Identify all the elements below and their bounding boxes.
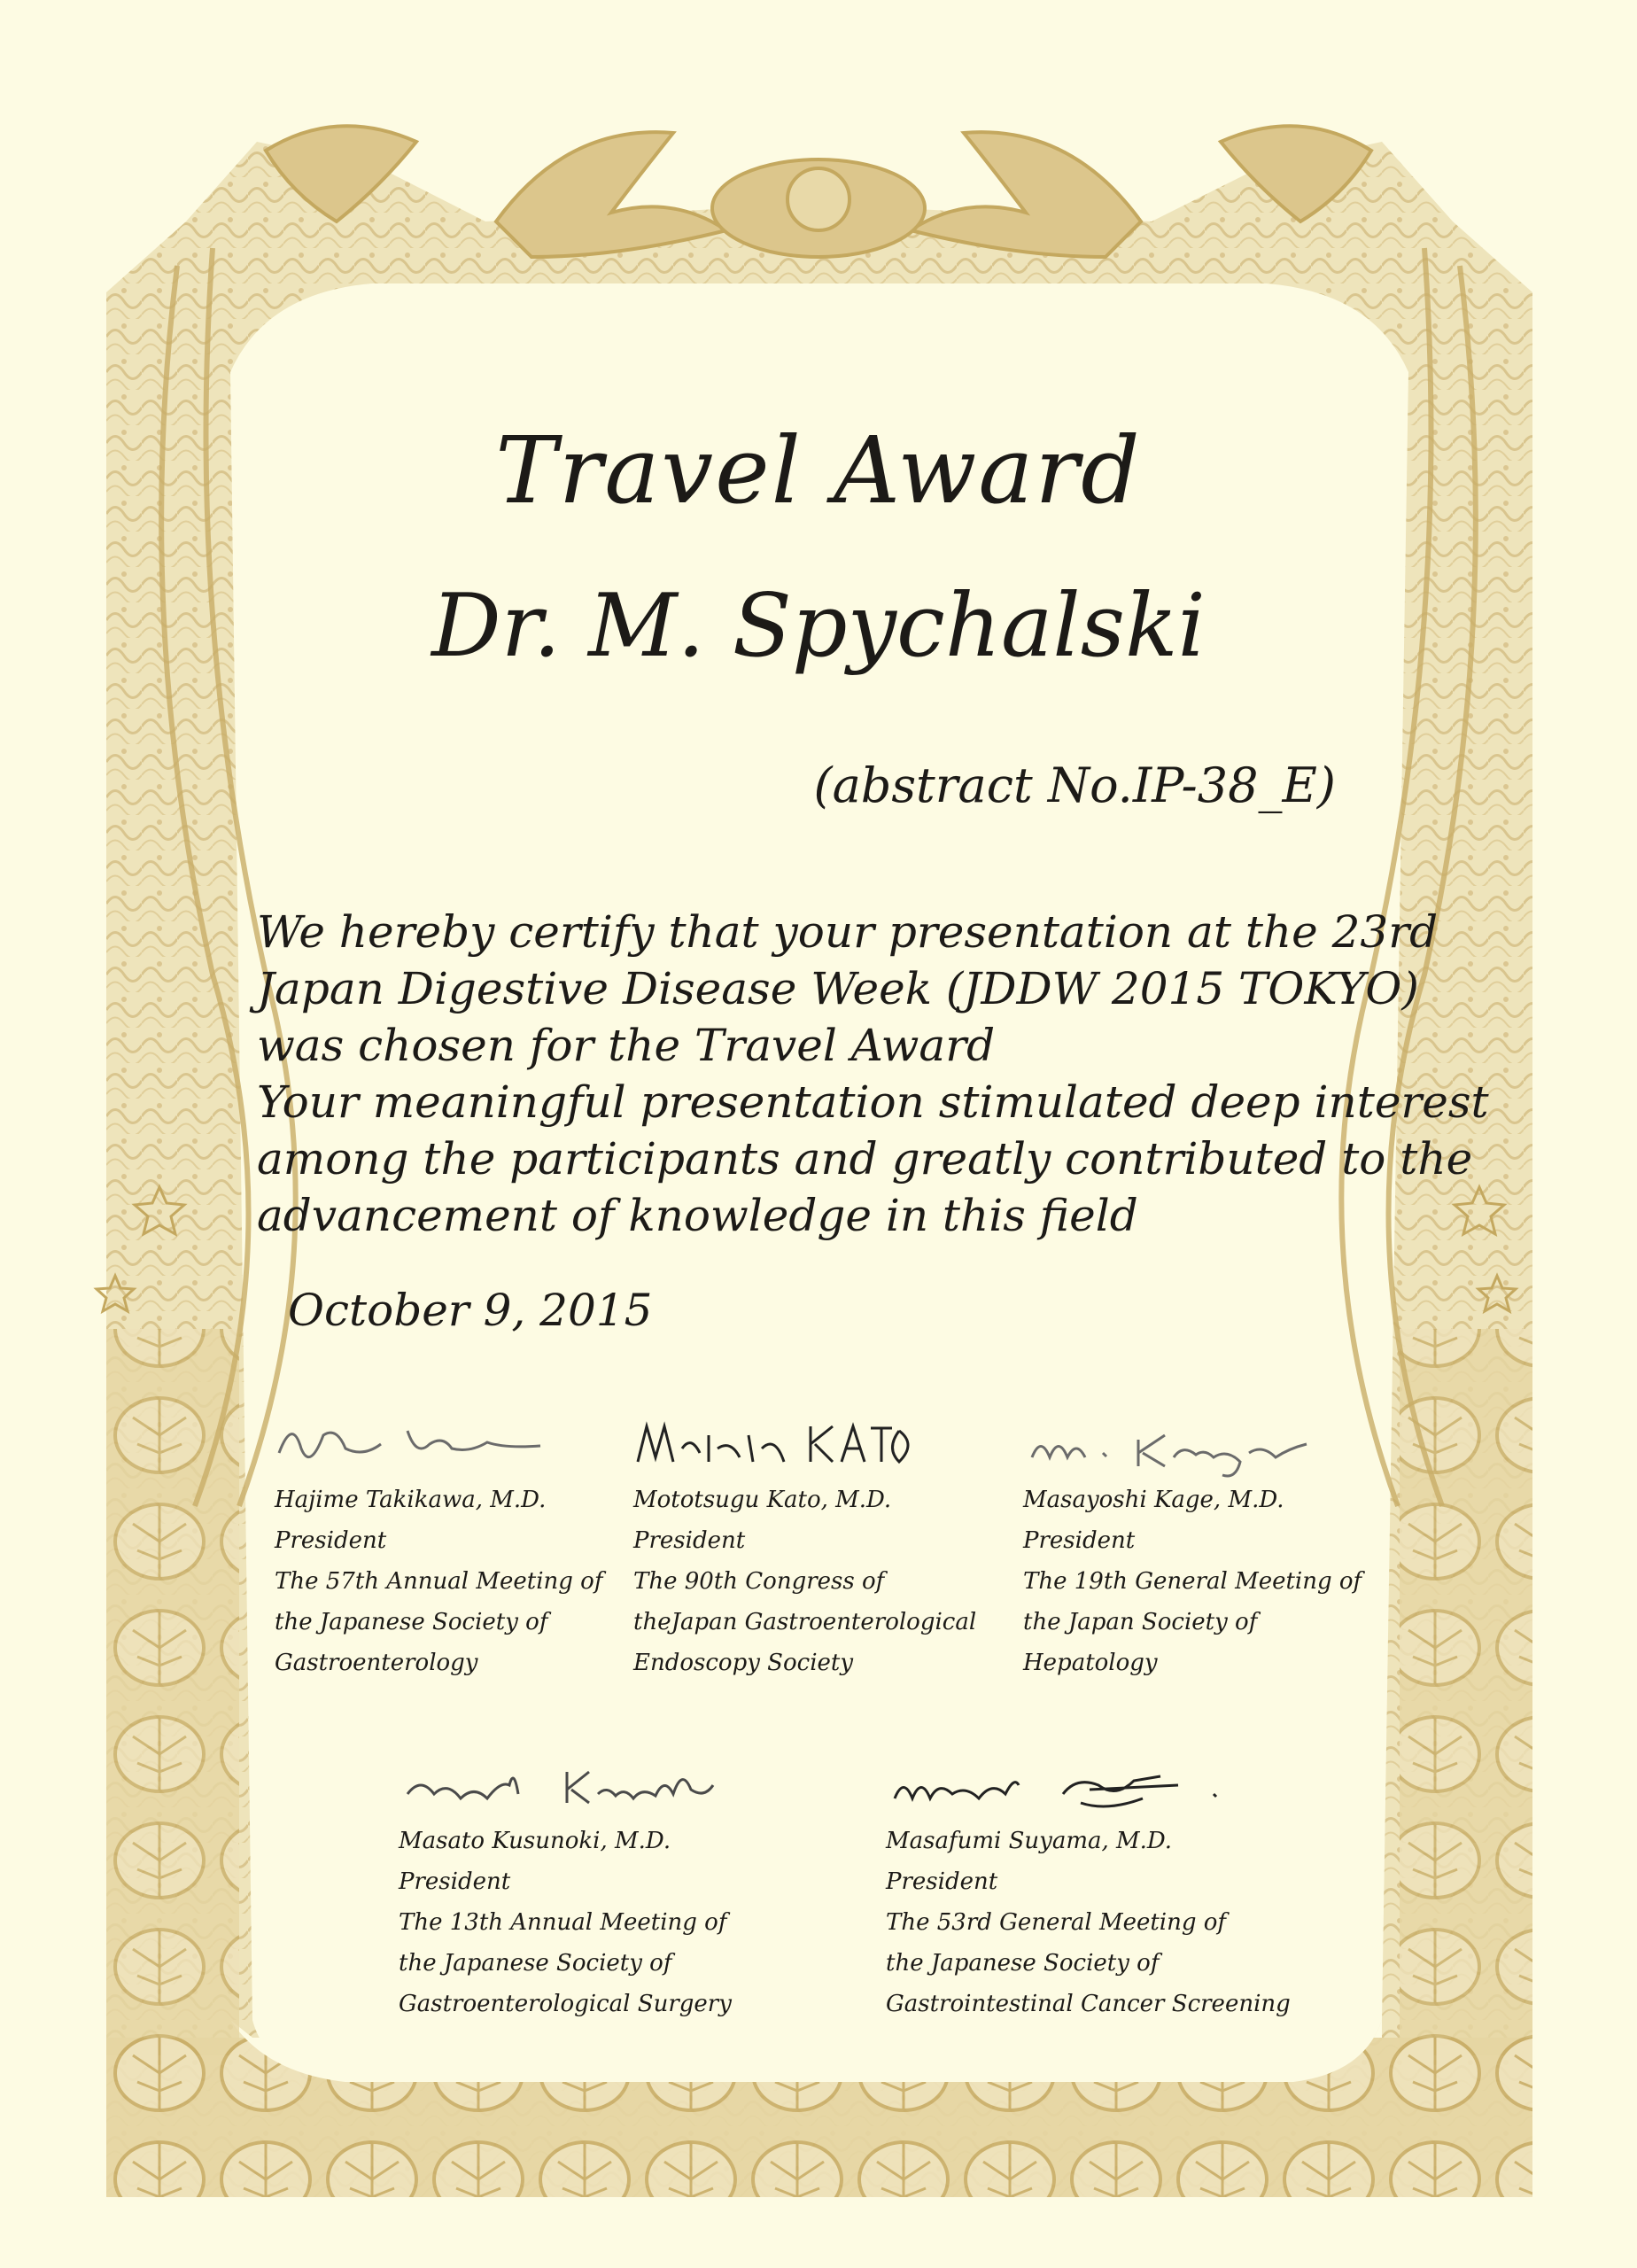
handwritten-signature	[886, 1750, 1291, 1821]
signatory-kato	[633, 1409, 976, 1683]
body-line: advancement of knowledge in this field	[257, 1190, 1138, 1241]
signatory-name: Masato Kusunoki, M.D.	[399, 1828, 671, 1854]
signatory-org: Gastrointestinal Cancer Screening	[886, 1991, 1291, 2017]
signatory-suyama	[886, 1750, 1291, 2024]
signatory-org: The 57th Annual Meeting of	[275, 1568, 603, 1595]
signatory-org: The 13th Annual Meeting of	[399, 1909, 727, 1936]
handwritten-signature	[1023, 1409, 1362, 1480]
recipient-name: Dr. M. Spychalski	[431, 576, 1206, 677]
signatory-org: the Japanese Society of	[886, 1950, 1160, 1977]
signatory-org: Gastroenterology	[275, 1650, 478, 1676]
signatory-role: President	[399, 1868, 511, 1895]
award-title: Travel Award	[495, 416, 1142, 524]
signatory-org: the Japanese Society of	[275, 1609, 548, 1635]
signatory-kage	[1023, 1409, 1362, 1683]
signatory-role: President	[633, 1527, 746, 1554]
body-line: We hereby certify that your presentation at the 23rd	[257, 906, 1439, 958]
signatory-org: the Japanese Society of	[399, 1950, 672, 1977]
signatory-org: Hepatology	[1023, 1650, 1158, 1676]
signatory-role: President	[886, 1868, 998, 1895]
handwritten-signature	[633, 1409, 976, 1480]
signatory-name: Mototsugu Kato, M.D.	[633, 1487, 892, 1513]
signatory-name: Hajime Takikawa, M.D.	[275, 1487, 547, 1513]
signatory-org: Endoscopy Society	[633, 1650, 854, 1676]
signatory-role: President	[1023, 1527, 1136, 1554]
handwritten-signature	[275, 1409, 602, 1480]
signatory-role: President	[275, 1527, 387, 1554]
body-line: Japan Digestive Disease Week (JDDW 2015 TOKYO)	[257, 963, 1419, 1014]
signatory-org: The 90th Congress of	[633, 1568, 885, 1595]
body-line: among the participants and greatly contributed to the	[257, 1133, 1473, 1184]
signatory-name: Masayoshi Kage, M.D.	[1023, 1487, 1284, 1513]
signatory-takikawa	[275, 1409, 602, 1683]
certificate-date: October 9, 2015	[288, 1285, 653, 1336]
certificate-body	[257, 904, 1489, 1244]
handwritten-signature	[399, 1750, 732, 1821]
signatory-org: theJapan Gastroenterological	[633, 1609, 977, 1635]
signatory-org: The 19th General Meeting of	[1023, 1568, 1362, 1595]
body-line: was chosen for the Travel Award	[257, 1020, 996, 1071]
signatory-org: the Japan Society of	[1023, 1609, 1258, 1635]
signatory-kusunoki	[399, 1750, 732, 2024]
abstract-number: (abstract No.IP-38_E)	[813, 757, 1336, 813]
signatory-org: The 53rd General Meeting of	[886, 1909, 1227, 1936]
signatory-name: Masafumi Suyama, M.D.	[886, 1828, 1173, 1854]
body-line: Your meaningful presentation stimulated deep interest	[257, 1076, 1489, 1128]
signatory-org: Gastroenterological Surgery	[399, 1991, 732, 2017]
